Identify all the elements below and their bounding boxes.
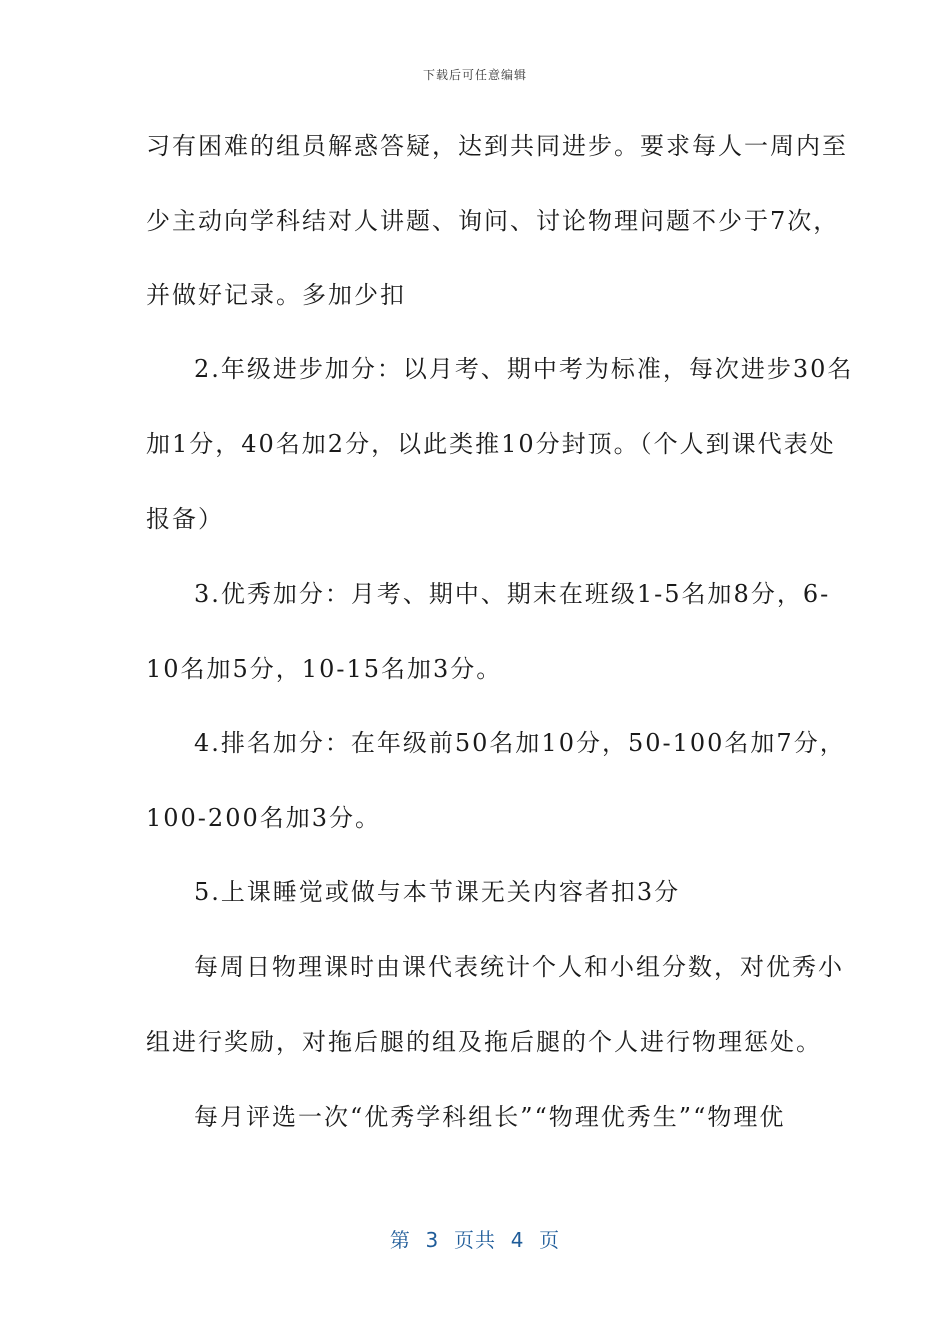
paragraph-line: 4.排名加分：在年级前50名加10分，50-100名加7分， (194, 729, 846, 757)
paragraph-line: 100-200名加3分。 (146, 804, 381, 832)
paragraph-line: 3.优秀加分：月考、期中、期末在班级1-5名加8分，6- (194, 580, 831, 608)
paragraph-line: 5.上课睡觉或做与本节课无关内容者扣3分 (194, 878, 681, 906)
page-header-note: 下载后可任意编辑 (422, 68, 527, 82)
paragraph-line: 2.年级进步加分：以月考、期中考为标准，每次进步30名 (194, 355, 854, 383)
paragraph-line: 10名加5分，10-15名加3分。 (146, 655, 503, 683)
paragraph-line: 每月评选一次“优秀学科组长”“物理优秀生”“物理优 (194, 1103, 786, 1131)
paragraph-line: 加1分，40名加2分，以此类推10分封顶。（个人到课代表处 (146, 430, 836, 458)
paragraph-line: 少主动向学科结对人讲题、询问、讨论物理问题不少于7次， (146, 207, 840, 235)
paragraph-line: 每周日物理课时由课代表统计个人和小组分数，对优秀小 (194, 953, 844, 981)
page-number-footer: 第 3 页共 4 页 (389, 1228, 561, 1252)
paragraph-line: 并做好记录。多加少扣 (146, 281, 406, 309)
paragraph-line: 组进行奖励，对拖后腿的组及拖后腿的个人进行物理惩处。 (146, 1028, 822, 1056)
paragraph-line: 报备） (146, 505, 224, 533)
paragraph-line: 习有困难的组员解惑答疑，达到共同进步。要求每人一周内至 (146, 132, 848, 160)
